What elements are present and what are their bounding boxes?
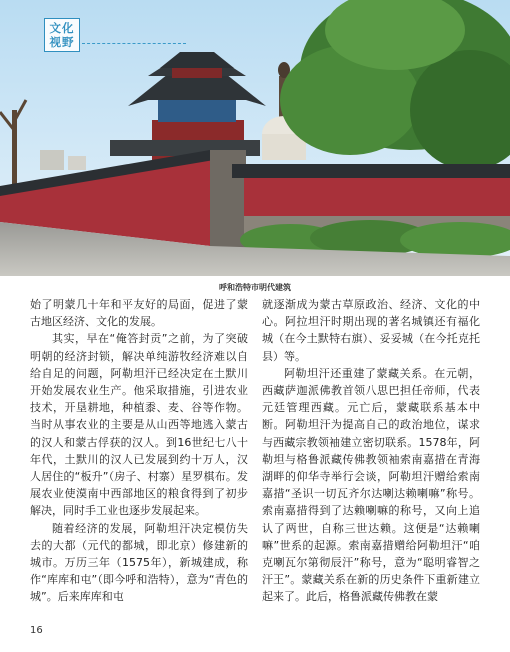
left-paragraph-1: 始了明蒙几十年和平友好的局面，促进了蒙古地区经济、文化的发展。 (30, 298, 248, 329)
page-number: 16 (30, 625, 43, 636)
left-paragraph-3: 随着经济的发展，阿勒坦汗决定模仿失去的大都（元代的都城，即北京）修建新的城市。万历三年（1575年），新城建成，称作“库库和屯”（即今呼和浩特），意为“青色的城”。后来库库和屯 (30, 521, 248, 604)
left-column (30, 296, 248, 606)
photo-caption: 呼和浩特市明代建筑 (219, 283, 291, 292)
section-tag (44, 18, 80, 52)
right-paragraph-1: 就逐渐成为蒙古草原政治、经济、文化的中心。阿拉坦汗时期出现的著名城镇还有福化城（在今土默特右旗）、妥妥城（在今托克托县）等。 (262, 298, 480, 363)
section-tag-line2: 视野 (49, 35, 75, 49)
right-column (262, 296, 480, 606)
left-paragraph-2: 其实，早在“俺答封贡”之前，为了突破明朝的经济封锁，解决单纯游牧经济难以自给自足的问题，阿勒坦汗已经决定在土默川开始发展农业生产。他采取措施，引进农业技术，开垦耕地，种植黍、麦、谷等作物。当时从事农业的主要是从山西等地逃入蒙古的汉人和蒙古俘获的汉人。到16世纪七八十年代，土默川的汉人已发展到约十万人，汉人居住的“板升”（房子、村寨）星罗棋布。发展农业使漠南中西部地区的粮食得到了初步解决，同时手工业也逐步发展起来。 (30, 332, 248, 518)
section-tag-rule (82, 43, 186, 44)
section-tag-line1: 文化 (49, 21, 75, 35)
right-paragraph-2: 阿勒坦汗还重建了蒙藏关系。在元朝，西藏萨迦派佛教首领八思巴担任帝师，代表元廷管理西藏。元亡后，蒙藏联系基本中断。阿勒坦汗为提高自己的政治地位，谋求与西藏宗教领袖建立密切联系。1578年，阿勒坦与格鲁派藏传佛教领袖索南嘉措在青海湖畔的仰华寺举行会谈，阿勒坦汗赠给索南嘉措“圣识一切瓦齐尔达喇达赖喇嘛”称号。索南嘉措得到了达赖喇嘛的称号，又向上追认了两世，自称三世达赖。这便是“达赖喇嘛”世系的起源。索南嘉措赠给阿勒坦汗“咱克喇瓦尔第彻辰汗”称号，意为“聪明睿智之汗王”。蒙藏关系在新的历史条件下重新建立起来了。此后，格鲁派藏传佛教在蒙 (262, 366, 480, 604)
